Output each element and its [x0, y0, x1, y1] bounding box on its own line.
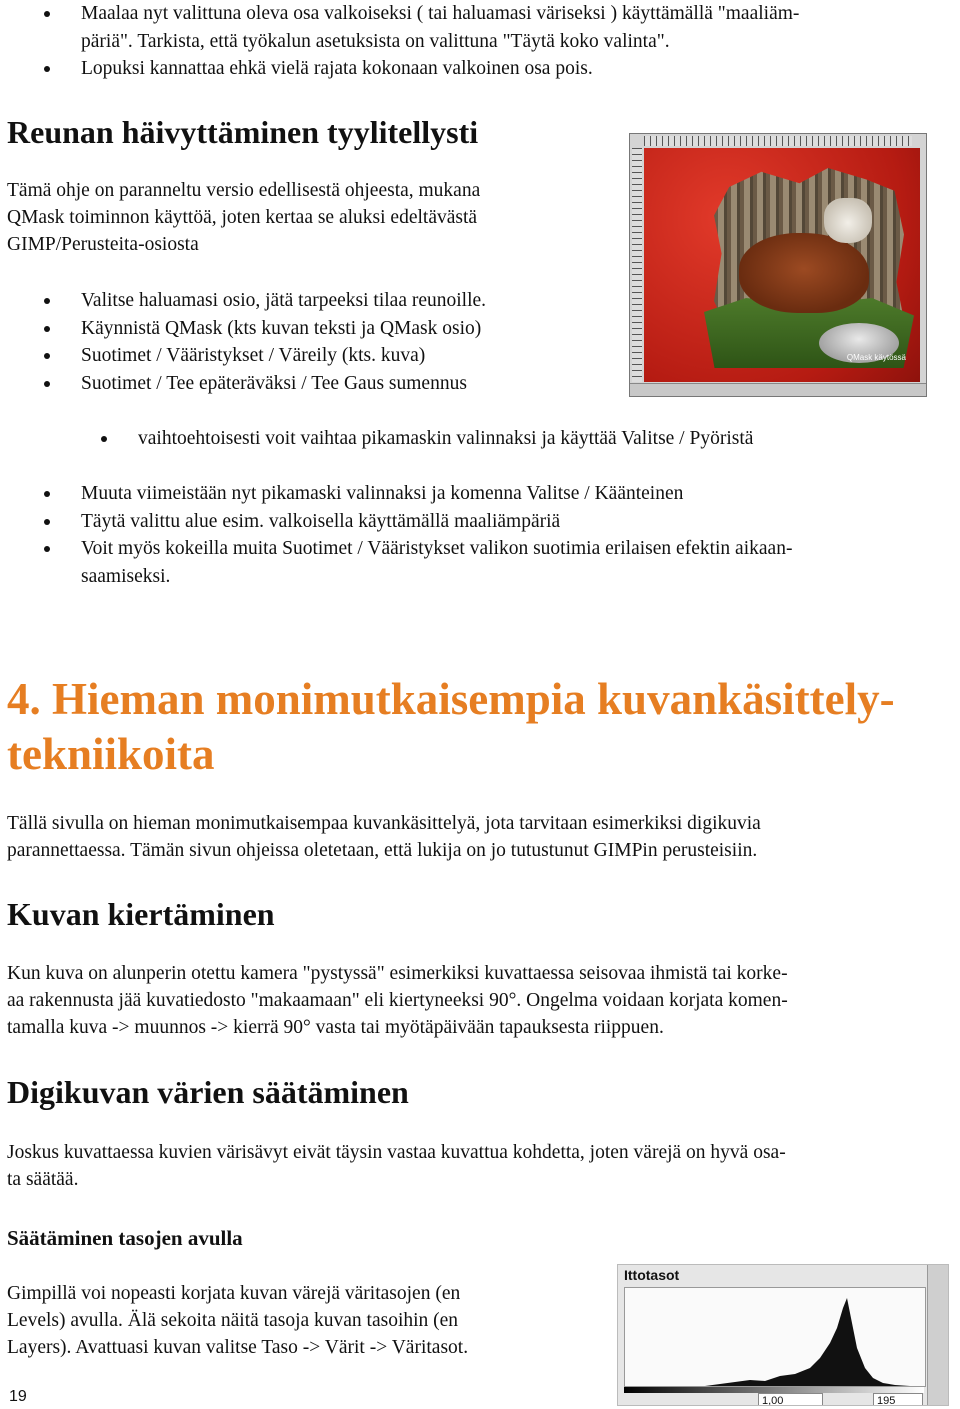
top-bullet-list — [10, 0, 950, 83]
list-item: Lopuksi kannattaa ehkä vielä rajata kokonaan valkoinen osa pois. — [10, 55, 950, 83]
section1-sub-bullets — [67, 425, 947, 453]
chapter-title-line1: 4. Hieman monimutkaisempia kuvankäsittely- — [7, 674, 895, 724]
list-item-text: Voit myös kokeilla muita Suotimet / Vääristykset valikon suotimia erilaisen efektin aikaan- — [81, 538, 793, 559]
body-line: Joskus kuvattaessa kuvien värisävyt eivät täysin vastaa kuvattua kohdetta, joten värejä on hyvä osa- — [7, 1142, 786, 1163]
intro-line: QMask toiminnon käyttöä, joten kertaa se aluksi edeltävästä — [7, 207, 478, 228]
ruler-left — [632, 148, 642, 382]
section4-body — [7, 1280, 607, 1361]
chapter-title-line2: tekniikoita — [7, 729, 215, 779]
chapter-intro — [7, 810, 957, 864]
section2-body — [7, 960, 957, 1041]
list-item: Suotimet / Vääristykset / Väreily (kts. kuva) — [10, 342, 630, 370]
status-bar — [630, 383, 926, 396]
section1-bullets2 — [10, 480, 955, 590]
chapter-heading — [7, 672, 957, 782]
section-title-reunan: Reunan häivyttäminen tyylitellysti — [7, 114, 479, 150]
intro-line: GIMP/Perusteita-osiosta — [7, 234, 199, 255]
list-item-text: saamiseksi. — [81, 565, 171, 587]
qmask-screenshot — [629, 133, 927, 397]
intro-line: Tämä ohje on paranneltu versio edellisestä ohjeesta, mukana — [7, 180, 481, 201]
list-item: Suotimet / Tee epäteräväksi / Tee Gaus sumennus — [10, 370, 630, 398]
list-item — [10, 535, 955, 590]
body-line: Levels) avulla. Älä sekoita näitä tasoja kuvan tasoihin (en — [7, 1310, 459, 1331]
section-title-kiertaminen: Kuvan kiertäminen — [7, 896, 275, 932]
body-line: Layers). Avattuasi kuvan valitse Taso -> Värit -> Väritasot. — [7, 1337, 469, 1358]
body-line: ta säätää. — [7, 1169, 79, 1190]
body-line: aa rakennusta jää kuvatiedosto "makaamaan" eli kiertyneeksi 90°. Ongelma voidaan korjata komen- — [7, 990, 788, 1011]
histogram-graph — [625, 1288, 925, 1386]
qmask-label: QMask käytössä — [846, 353, 906, 362]
section1-bullets — [10, 287, 630, 397]
list-item: Muuta viimeistään nyt pikamaski valinnaksi ja komenna Valitse / Käänteinen — [10, 480, 955, 508]
body-line: Gimpillä voi nopeasti korjata kuvan värejä väritasojen (en — [7, 1283, 461, 1304]
list-item: Valitse haluamasi osio, jätä tarpeeksi tilaa reunoille. — [10, 287, 630, 315]
cow-body — [739, 233, 869, 313]
ruler-top — [644, 136, 912, 146]
section1-intro — [7, 177, 617, 258]
list-item — [10, 0, 950, 55]
section3-body — [7, 1139, 957, 1193]
page-number: 19 — [9, 1388, 27, 1405]
levels-white-field[interactable]: 195 — [873, 1393, 923, 1406]
image-canvas — [644, 148, 920, 382]
levels-title: Ittotasot — [624, 1267, 680, 1283]
chapter-intro-line: Tällä sivulla on hieman monimutkaisempaa kuvankäsittelyä, jota tarvitaan esimerkiksi digikuvia — [7, 813, 761, 834]
list-item: Täytä valittu alue esim. valkoisella käyttämällä maaliämpäriä — [10, 508, 955, 536]
section-title-tasojen-avulla: Säätäminen tasojen avulla — [7, 1226, 243, 1250]
histogram — [624, 1287, 926, 1387]
cow-head — [824, 198, 872, 243]
histogram-shape — [705, 1298, 910, 1386]
chapter-intro-line: parannettaessa. Tämän sivun ohjeissa oletetaan, että lukija on jo tutustunut GIMPin perusteisiin. — [7, 840, 758, 861]
section-title-varien-saataminen: Digikuvan värien säätäminen — [7, 1074, 409, 1110]
list-item: vaihtoehtoisesti voit vaihtaa pikamaskin valinnaksi ja käyttää Valitse / Pyöristä — [67, 425, 947, 453]
body-line: tamalla kuva -> muunnos -> kierrä 90° vasta tai myötäpäivään tapauksesta riippuen. — [7, 1017, 664, 1038]
list-item-text: Maalaa nyt valittuna oleva osa valkoiseksi ( tai haluamasi väriseksi ) käyttämällä "maaliäm- — [81, 3, 800, 24]
levels-scrollbar[interactable] — [927, 1265, 948, 1405]
body-line: Kun kuva on alunperin otettu kamera "pystyssä" esimerkiksi kuvattaessa seisovaa ihmistä tai korke- — [7, 963, 788, 984]
list-item: Käynnistä QMask (kts kuvan teksti ja QMask osio) — [10, 315, 630, 343]
list-item-text: päriä". Tarkista, että työkalun asetuksista on valittuna "Täytä koko valinta". — [81, 30, 670, 52]
levels-screenshot — [617, 1264, 949, 1406]
levels-gamma-field[interactable]: 1,00 — [758, 1393, 823, 1406]
